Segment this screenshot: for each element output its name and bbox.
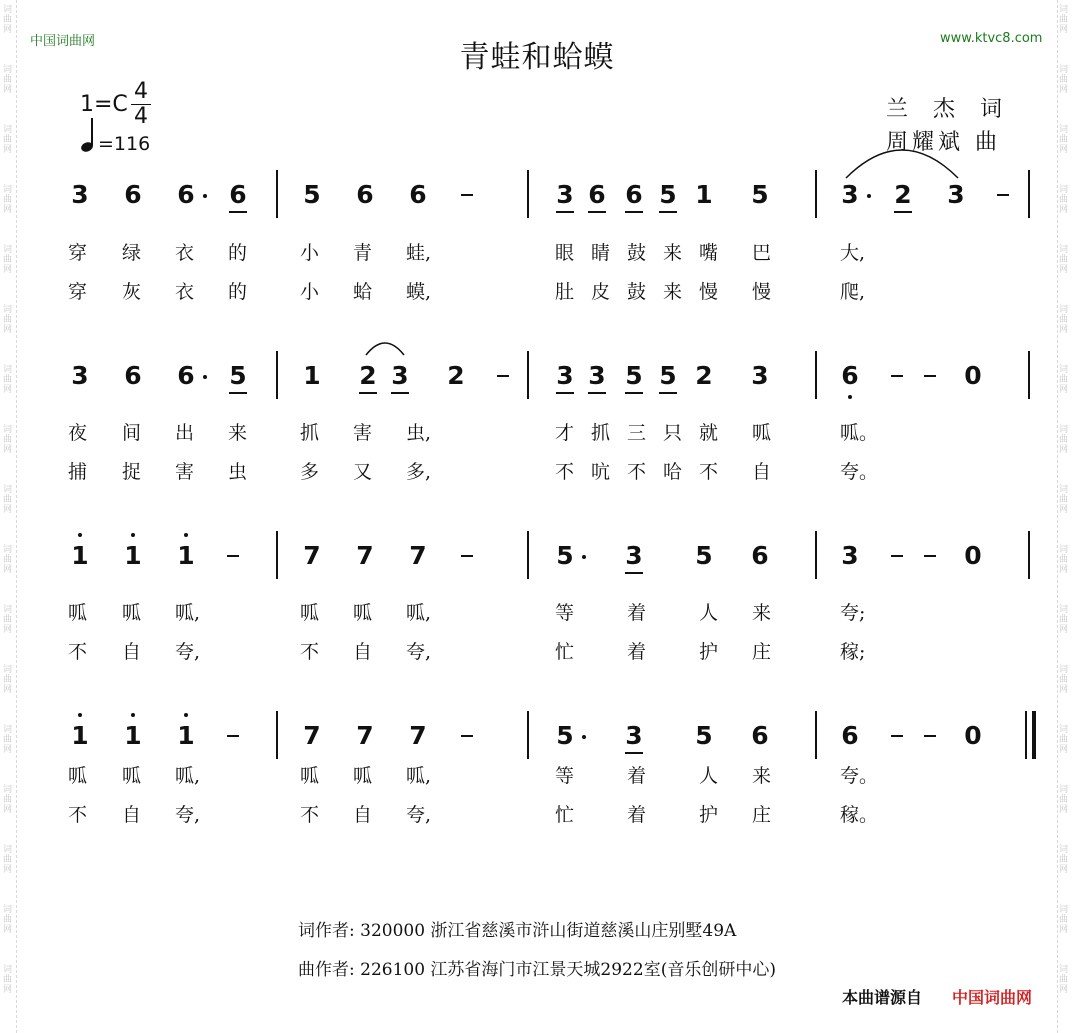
lyric-char: 穿 (68, 242, 88, 264)
augmentation-dot (582, 555, 586, 559)
lyric-char: 鼓 (627, 281, 647, 303)
lyric-char: 呱。 (840, 422, 879, 444)
lyric-char: 虫 (228, 461, 248, 483)
lyric-char: 小 (300, 242, 320, 264)
hold-dash (461, 194, 473, 196)
lyric-char: 不 (300, 641, 320, 663)
lyric-char: 夸, (406, 804, 432, 826)
hold-dash (461, 555, 473, 557)
lyric-char: 嘴 (699, 242, 719, 264)
lyricist-address: 词作者: 320000 浙江省慈溪市浒山街道慈溪山庄别墅49A (298, 921, 737, 941)
bar-line (527, 531, 529, 579)
lyric-char: 虫, (406, 422, 432, 444)
note: 1 (695, 180, 713, 209)
note: 2 (890, 182, 916, 208)
hold-dash (461, 735, 473, 737)
note: 5 (655, 363, 681, 389)
note: 5 (225, 363, 251, 389)
lyric-char: 稼。 (840, 804, 879, 826)
watermark-text: 词 曲 网 (1059, 785, 1069, 815)
lyric-char: 呱 (122, 765, 142, 787)
lyric-char: 抓 (591, 422, 611, 444)
bar-line (1028, 531, 1030, 579)
augmentation-dot (203, 194, 207, 198)
note: 6 (124, 180, 142, 209)
lyric-char: 衣 (175, 242, 195, 264)
watermark-text: 词 曲 网 (1059, 305, 1069, 335)
hold-dash (891, 735, 903, 737)
watermark-text: 词 曲 网 (1059, 545, 1069, 575)
source-site-link[interactable]: 中国词曲网 (952, 988, 1033, 1007)
note: 6 (124, 361, 142, 390)
time-signature-top: 4 (134, 79, 148, 104)
lyric-char: 护 (699, 804, 719, 826)
hold-dash (891, 375, 903, 377)
watermark-text: 词 曲 网 (3, 605, 13, 635)
lyric-char: 间 (122, 422, 142, 444)
watermark-text: 词 曲 网 (3, 545, 13, 575)
lyric-char: 呱 (300, 765, 320, 787)
lyric-char: 来 (663, 281, 683, 303)
bar-line (815, 711, 817, 759)
lyric-char: 自 (752, 461, 772, 483)
note: 3 (841, 541, 859, 570)
watermark-text: 词 曲 网 (3, 485, 13, 515)
watermark-text: 词 曲 网 (1059, 665, 1069, 695)
note: 1 (173, 543, 199, 569)
note: 7 (409, 721, 427, 750)
note: 1 (303, 361, 321, 390)
watermark-text: 词 曲 网 (1059, 5, 1069, 35)
note: 5 (556, 541, 574, 570)
lyric-char: 衣 (175, 281, 195, 303)
watermark-text: 词 曲 网 (1059, 905, 1069, 935)
composer-credit: 周耀斌 曲 (886, 130, 1001, 155)
lyric-char: 多 (300, 461, 320, 483)
lyric-char: 呱 (122, 602, 142, 624)
lyric-char: 皮 (591, 281, 611, 303)
hold-dash (891, 555, 903, 557)
watermark-text: 词 曲 网 (1059, 125, 1069, 155)
lyric-char: 来 (228, 422, 248, 444)
note: 7 (303, 541, 321, 570)
watermark-text: 词 曲 网 (1059, 485, 1069, 515)
note: 3 (947, 180, 965, 209)
key-signature: 1=C (80, 92, 128, 117)
final-bar-line (1032, 711, 1036, 759)
bar-line (276, 351, 278, 399)
lyric-char: 自 (122, 804, 142, 826)
lyric-char: 不 (68, 641, 88, 663)
note: 6 (356, 180, 374, 209)
lyric-char: 呱 (752, 422, 772, 444)
lyric-char: 只 (663, 422, 683, 444)
watermark-text: 词 曲 网 (1059, 845, 1069, 875)
watermark-text: 词 曲 网 (3, 905, 13, 935)
lyricist-credit: 兰 杰 词 (886, 97, 1011, 122)
lyric-char: 着 (627, 765, 647, 787)
lyric-char: 夸, (406, 641, 432, 663)
lyric-char: 蛙, (406, 242, 432, 264)
lyric-char: 庄 (752, 641, 772, 663)
note: 6 (751, 541, 769, 570)
note: 6 (841, 721, 859, 750)
lyric-char: 着 (627, 602, 647, 624)
note: 3 (552, 182, 578, 208)
note: 3 (621, 723, 647, 749)
site-name-left[interactable]: 中国词曲网 (30, 34, 96, 49)
source-label: 本曲谱源自 (842, 988, 923, 1007)
lyric-char: 不 (555, 461, 575, 483)
lyric-char: 害 (353, 422, 373, 444)
lyric-char: 来 (752, 602, 772, 624)
lyric-char: 来 (663, 242, 683, 264)
song-title: 青蛙和蛤蟆 (459, 40, 615, 75)
augmentation-dot (203, 375, 207, 379)
watermark-text: 词 曲 网 (3, 725, 13, 755)
watermark-text: 词 曲 网 (1059, 725, 1069, 755)
lyric-char: 穿 (68, 281, 88, 303)
hold-dash (924, 375, 936, 377)
lyric-char: 哈 (663, 461, 683, 483)
lyric-char: 呱 (353, 602, 373, 624)
lyric-char: 呱 (353, 765, 373, 787)
watermark-text: 词 曲 网 (3, 5, 13, 35)
lyric-char: 小 (300, 281, 320, 303)
lyric-char: 的 (228, 281, 248, 303)
watermark-text: 词 曲 网 (3, 965, 13, 995)
lyric-char: 自 (353, 804, 373, 826)
watermark-text: 词 曲 网 (3, 65, 13, 95)
lyric-char: 捕 (68, 461, 88, 483)
lyric-char: 的 (228, 242, 248, 264)
bar-line (815, 351, 817, 399)
note: 6 (837, 363, 863, 389)
lyric-char: 抓 (300, 422, 320, 444)
note: 0 (964, 361, 982, 390)
quarter-note-icon (78, 116, 98, 156)
composer-address: 曲作者: 226100 江苏省海门市江景天城2922室(音乐创研中心) (298, 960, 776, 980)
hold-dash (997, 194, 1009, 196)
lyric-char: 爬, (840, 281, 866, 303)
lyric-char: 灰 (122, 281, 142, 303)
note: 5 (303, 180, 321, 209)
lyric-char: 吭 (591, 461, 611, 483)
lyric-char: 不 (68, 804, 88, 826)
watermark-text: 词 曲 网 (3, 845, 13, 875)
time-signature (130, 80, 152, 129)
watermark-text: 词 曲 网 (1059, 65, 1069, 95)
hold-dash (924, 555, 936, 557)
lyric-char: 夸; (840, 602, 866, 624)
watermark-text: 词 曲 网 (1059, 185, 1069, 215)
lyric-char: 夸。 (840, 765, 879, 787)
note: 7 (356, 721, 374, 750)
lyric-char: 夜 (68, 422, 88, 444)
note: 5 (655, 182, 681, 208)
watermark-text: 词 曲 网 (3, 305, 13, 335)
augmentation-dot (582, 735, 586, 739)
note: 5 (751, 180, 769, 209)
hold-dash (227, 555, 239, 557)
note: 2 (447, 361, 465, 390)
watermark-text: 词 曲 网 (1059, 965, 1069, 995)
note: 3 (71, 361, 89, 390)
note: 1 (120, 723, 146, 749)
lyric-char: 不 (699, 461, 719, 483)
bar-line (527, 170, 529, 218)
bar-line (276, 711, 278, 759)
hold-dash (227, 735, 239, 737)
note: 6 (584, 182, 610, 208)
lyric-char: 不 (300, 804, 320, 826)
lyric-char: 三 (627, 422, 647, 444)
time-signature-bottom: 4 (134, 104, 148, 129)
note: 1 (67, 543, 93, 569)
lyric-char: 才 (555, 422, 575, 444)
bar-line (1028, 170, 1030, 218)
watermark-text: 词 曲 网 (1059, 605, 1069, 635)
lyric-char: 忙 (555, 641, 575, 663)
lyric-char: 夸。 (840, 461, 879, 483)
note: 7 (356, 541, 374, 570)
lyric-char: 自 (353, 641, 373, 663)
lyric-char: 庄 (752, 804, 772, 826)
note: 7 (409, 541, 427, 570)
note: 3 (751, 361, 769, 390)
lyric-char: 人 (699, 602, 719, 624)
lyric-char: 稼; (840, 641, 866, 663)
lyric-char: 等 (555, 602, 575, 624)
lyric-char: 呱 (68, 602, 88, 624)
lyric-char: 来 (752, 765, 772, 787)
lyric-char: 又 (353, 461, 373, 483)
lyric-char: 出 (175, 422, 195, 444)
lyric-char: 护 (699, 641, 719, 663)
watermark-text: 词 曲 网 (3, 365, 13, 395)
lyric-char: 人 (699, 765, 719, 787)
lyric-char: 夸, (175, 804, 201, 826)
lyric-char: 捉 (122, 461, 142, 483)
lyric-char: 呱, (175, 765, 201, 787)
watermark-text: 词 曲 网 (3, 245, 13, 275)
note: 6 (409, 180, 427, 209)
lyric-char: 自 (122, 641, 142, 663)
lyric-char: 呱, (406, 765, 432, 787)
note: 1 (173, 723, 199, 749)
lyric-char: 鼓 (627, 242, 647, 264)
site-url-right[interactable]: www.ktvc8.com (940, 31, 1043, 46)
lyric-char: 就 (699, 422, 719, 444)
note: 1 (120, 543, 146, 569)
lyric-char: 绿 (122, 242, 142, 264)
note: 2 (695, 361, 713, 390)
lyric-char: 慢 (752, 281, 772, 303)
note: 3 (584, 363, 610, 389)
bar-line (1028, 351, 1030, 399)
watermark-text: 词 曲 网 (1059, 425, 1069, 455)
lyric-char: 肚 (555, 281, 575, 303)
note: 1 (67, 723, 93, 749)
bar-line (1025, 711, 1027, 759)
lyric-char: 青 (353, 242, 373, 264)
note: 5 (556, 721, 574, 750)
note: 5 (621, 363, 647, 389)
lyric-char: 大, (840, 242, 866, 264)
note: 3 (841, 180, 859, 209)
watermark-text: 词 曲 网 (3, 125, 13, 155)
lyric-char: 巴 (752, 242, 772, 264)
note: 3 (621, 543, 647, 569)
lyric-char: 害 (175, 461, 195, 483)
bar-line (815, 170, 817, 218)
watermark-text: 词 曲 网 (1059, 245, 1069, 275)
note: 5 (695, 541, 713, 570)
watermark-text: 词 曲 网 (3, 185, 13, 215)
bar-line (527, 711, 529, 759)
lyric-char: 眼 (555, 242, 575, 264)
tempo-marking: =116 (98, 133, 151, 155)
note: 6 (177, 180, 195, 209)
note: 2 (355, 363, 381, 389)
note: 6 (225, 182, 251, 208)
lyric-char: 慢 (699, 281, 719, 303)
lyric-char: 呱, (406, 602, 432, 624)
lyric-char: 多, (406, 461, 432, 483)
note: 0 (964, 721, 982, 750)
note: 3 (71, 180, 89, 209)
note: 0 (964, 541, 982, 570)
lyric-char: 不 (627, 461, 647, 483)
lyric-char: 呱 (68, 765, 88, 787)
augmentation-dot (867, 194, 871, 198)
note: 6 (177, 361, 195, 390)
lyric-char: 睛 (591, 242, 611, 264)
lyric-char: 蟆, (406, 281, 432, 303)
lyric-char: 呱, (175, 602, 201, 624)
note: 7 (303, 721, 321, 750)
lyric-char: 呱 (300, 602, 320, 624)
note: 6 (621, 182, 647, 208)
note: 3 (552, 363, 578, 389)
lyric-char: 蛤 (353, 281, 373, 303)
bar-line (527, 351, 529, 399)
lyric-char: 着 (627, 641, 647, 663)
note: 5 (695, 721, 713, 750)
watermark-text: 词 曲 网 (3, 785, 13, 815)
bar-line (276, 170, 278, 218)
watermark-text: 词 曲 网 (1059, 365, 1069, 395)
note: 3 (387, 363, 413, 389)
hold-dash (924, 735, 936, 737)
lyric-char: 忙 (555, 804, 575, 826)
lyric-char: 着 (627, 804, 647, 826)
watermark-text: 词 曲 网 (3, 425, 13, 455)
lyric-char: 夸, (175, 641, 201, 663)
bar-line (815, 531, 817, 579)
hold-dash (497, 375, 509, 377)
bar-line (276, 531, 278, 579)
watermark-text: 词 曲 网 (3, 665, 13, 695)
note: 6 (751, 721, 769, 750)
lyric-char: 等 (555, 765, 575, 787)
